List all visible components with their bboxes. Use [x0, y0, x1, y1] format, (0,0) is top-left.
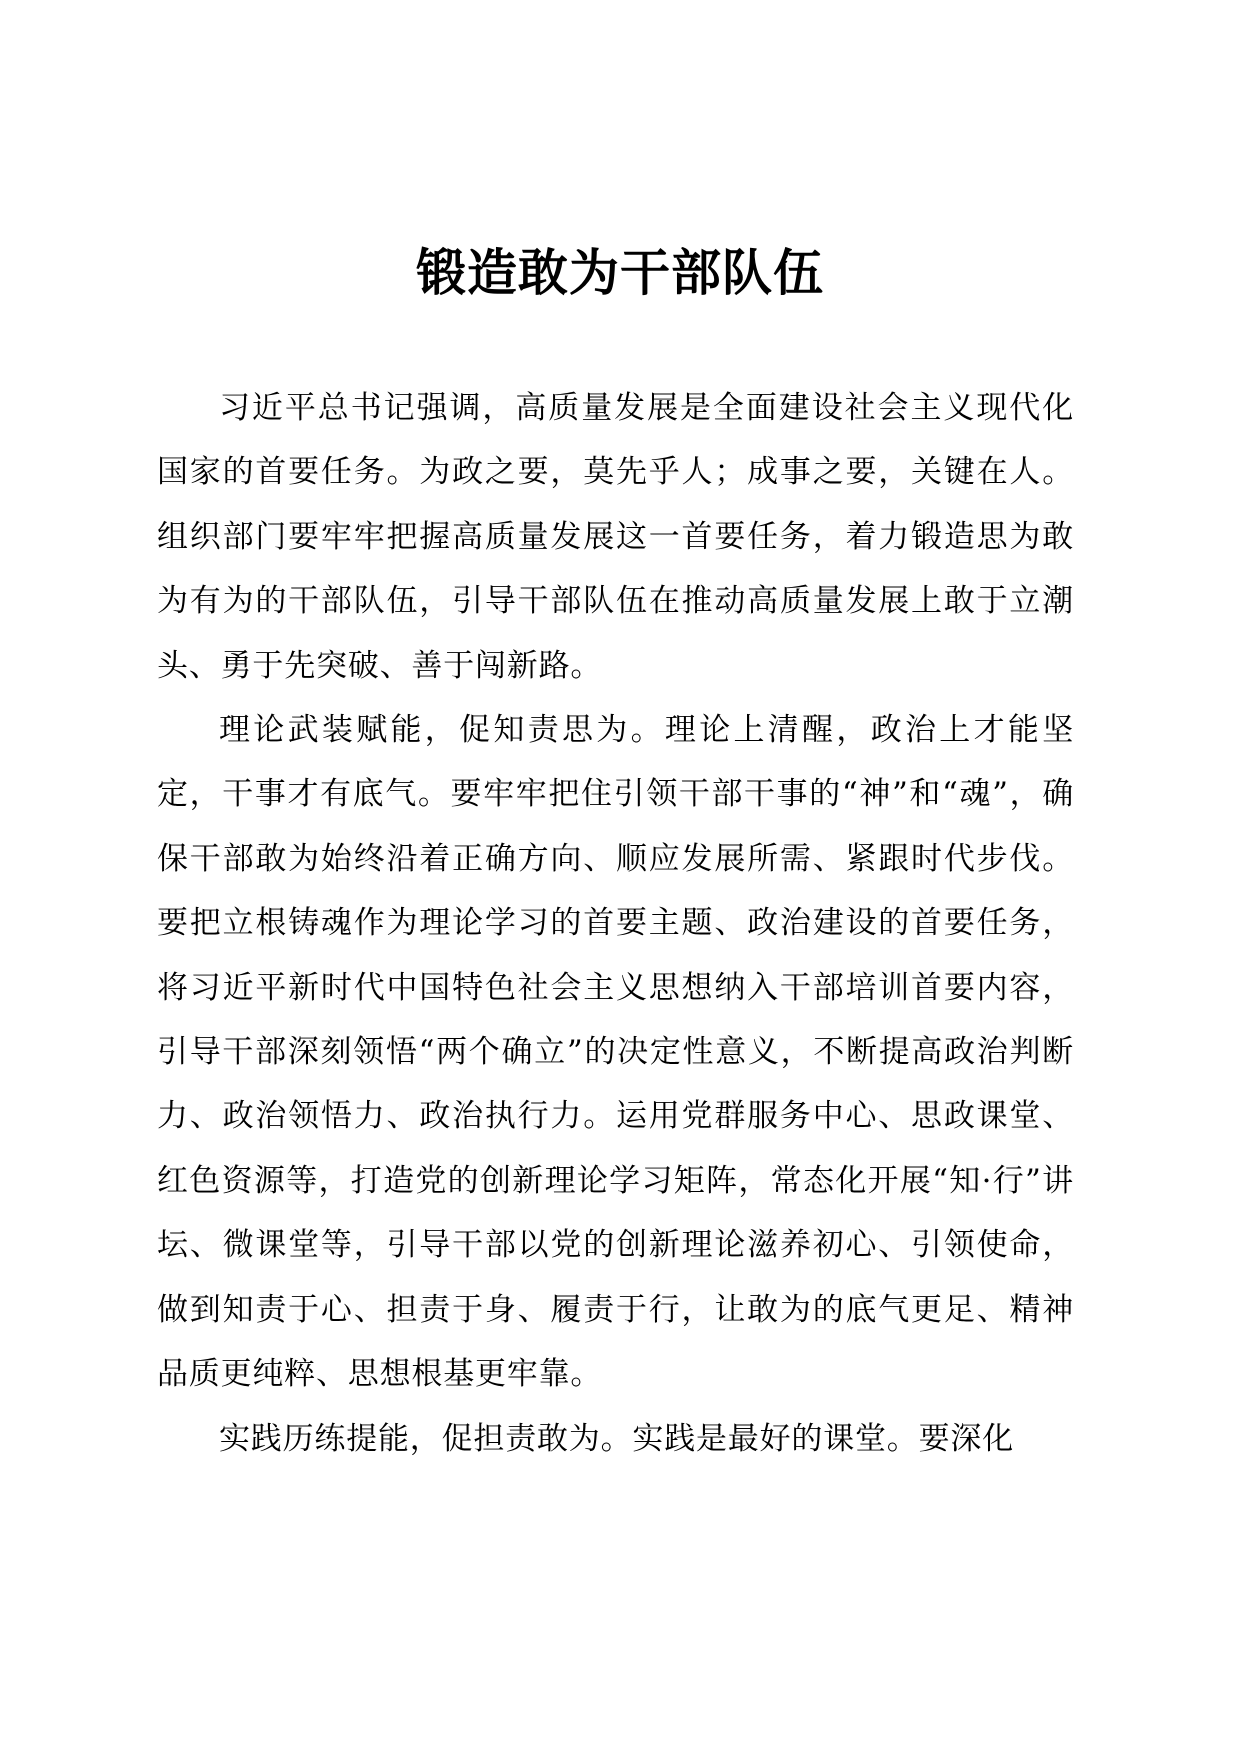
paragraph-3: 实践历练提能，促担责敢为。实践是最好的课堂。要深化	[219, 1420, 1014, 1457]
paragraph-1: 习近平总书记强调，高质量发展是全面建设社会主义现代化国家的首要任务。为政之要，莫先乎人；成事之要，关键在人。组织部门要牢牢把握高质量发展这一首要任务，着力锻造思为敢为有为的干部队伍，引导干部队伍在推动高质量发展上敢于立潮头、勇于先突破、善于闯新路。	[157, 390, 1074, 684]
document-body	[157, 376, 1074, 1471]
document-title: 锻造敢为干部队伍	[416, 243, 824, 302]
paragraph-2: 理论武装赋能，促知责思为。理论上清醒，政治上才能坚定，干事才有底气。要牢牢把住引领干部干事的“神”和“魂”，确保干部敢为始终沿着正确方向、顺应发展所需、紧跟时代步伐。要把立根铸魂作为理论学习的首要主题、政治建设的首要任务，将习近平新时代中国特色社会主义思想纳入干部培训首要内容，引导干部深刻领悟“两个确立”的决定性意义，不断提高政治判断力、政治领悟力、政治执行力。运用党群服务中心、思政课堂、红色资源等，打造党的创新理论学习矩阵，常态化开展“知·行”讲坛、微课堂等，引导干部以党的创新理论滋养初心、引领使命，做到知责于心、担责于身、履责于行，让敢为的底气更足、精神品质更纯粹、思想根基更牢靠。	[157, 712, 1074, 1393]
